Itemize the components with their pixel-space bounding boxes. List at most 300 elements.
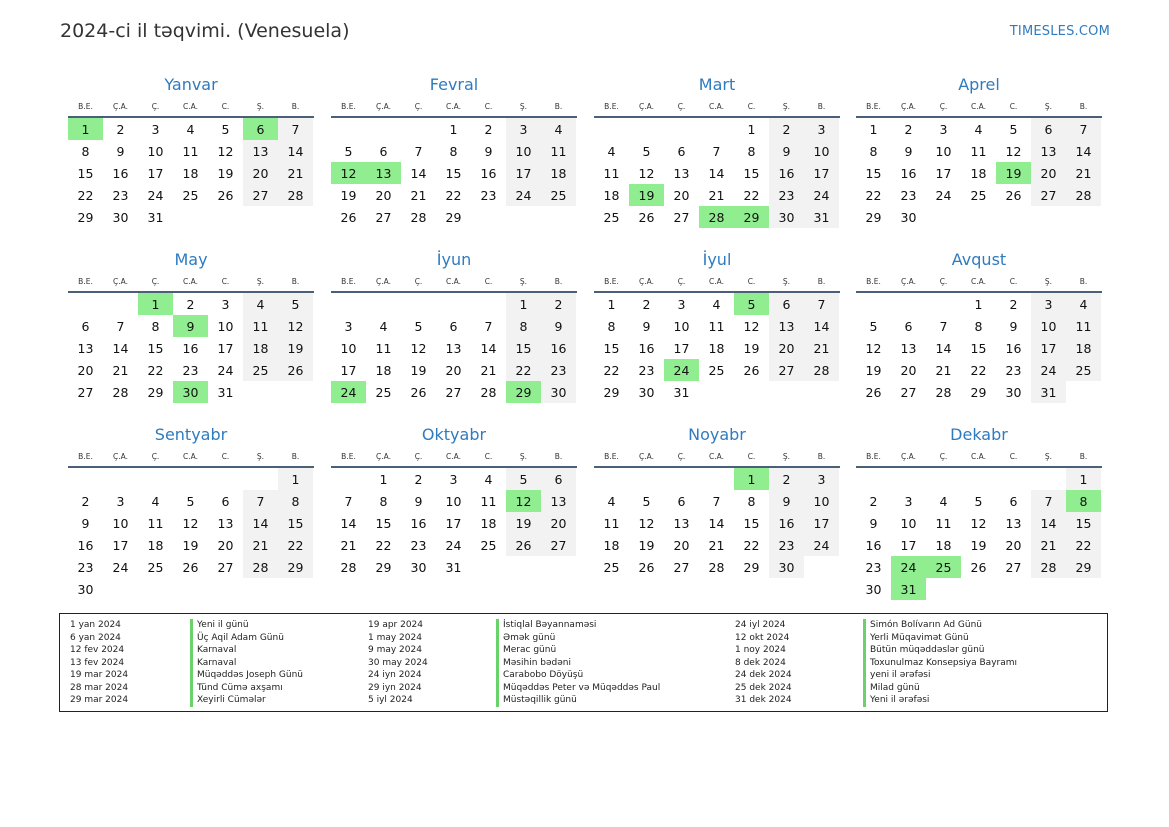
day-cell: 21	[243, 534, 278, 556]
day-cell: 3	[506, 118, 541, 140]
day-cell: 13	[77, 340, 94, 356]
day-cell: 6	[677, 493, 686, 509]
day-grid	[331, 293, 577, 403]
weekday-label: Ç.A.	[638, 277, 654, 286]
weekday-header	[594, 99, 840, 118]
weekday-label: C.A.	[182, 452, 198, 461]
day-cell: 26	[743, 362, 760, 378]
day-cell: 15	[743, 515, 760, 531]
holiday-day-cell: 12	[331, 162, 366, 184]
legend-date: 8 dek 2024	[735, 657, 786, 668]
month-title: Avqust	[951, 250, 1007, 269]
weekday-label: Ç.A.	[112, 102, 128, 111]
weekday-label: C.A.	[708, 277, 724, 286]
day-cell: 5	[869, 318, 878, 334]
day-cell: 1	[506, 293, 541, 315]
weekday-label: Ş.	[782, 277, 791, 286]
day-cell: 14	[480, 340, 497, 356]
day-cell: 16	[1005, 340, 1022, 356]
day-cell: 14	[112, 340, 129, 356]
day-cell: 11	[480, 493, 497, 509]
day-cell: 23	[1005, 362, 1022, 378]
day-cell: 20	[1005, 537, 1022, 553]
day-cell: 24	[1031, 359, 1066, 381]
day-cell: 17	[340, 362, 357, 378]
day-cell: 25	[375, 384, 392, 400]
weekday-label: C.A.	[970, 277, 986, 286]
day-cell: 7	[484, 318, 493, 334]
day-cell: 19	[410, 362, 427, 378]
day-cell: 30	[112, 209, 129, 225]
day-cell: 24	[506, 184, 541, 206]
day-cell: 11	[147, 515, 164, 531]
day-cell: 21	[480, 362, 497, 378]
day-cell: 19	[217, 165, 234, 181]
weekday-label: Ç.	[939, 102, 948, 111]
holiday-day-cell: 29	[734, 206, 769, 228]
weekday-label: C.	[1009, 102, 1018, 111]
day-cell: 25	[603, 209, 620, 225]
empty-cell	[961, 468, 996, 490]
day-cell: 17	[112, 537, 129, 553]
weekday-label: C.A.	[708, 452, 724, 461]
day-cell: 18	[541, 162, 576, 184]
day-cell: 10	[445, 493, 462, 509]
day-cell: 30	[769, 206, 804, 228]
day-cell: 26	[217, 187, 234, 203]
day-cell: 14	[1031, 512, 1066, 534]
weekday-label: Ş.	[256, 102, 265, 111]
weekday-label: B.E.	[341, 277, 356, 286]
weekday-label: C.	[484, 452, 493, 461]
day-cell: 7	[243, 490, 278, 512]
empty-cell	[856, 468, 891, 490]
day-cell: 15	[743, 165, 760, 181]
weekday-header	[594, 449, 840, 468]
legend-holiday-name: Yeni il günü	[197, 620, 249, 630]
day-cell: 8	[747, 493, 756, 509]
day-cell: 24	[445, 537, 462, 553]
day-cell: 17	[1031, 337, 1066, 359]
day-cell: 14	[804, 315, 839, 337]
day-cell: 28	[1066, 184, 1101, 206]
day-cell: 12	[217, 143, 234, 159]
day-cell: 9	[414, 493, 423, 509]
day-cell: 3	[677, 296, 686, 312]
weekday-label: B.E.	[341, 452, 356, 461]
month-block	[594, 74, 840, 228]
day-cell: 9	[642, 318, 651, 334]
day-cell: 23	[769, 534, 804, 556]
day-cell: 23	[865, 559, 882, 575]
legend-holiday-name: Yeni il ərəfəsi	[870, 695, 930, 705]
day-cell: 18	[603, 537, 620, 553]
day-cell: 27	[769, 359, 804, 381]
month-block	[68, 424, 314, 600]
weekday-label: Ç.	[939, 452, 948, 461]
day-cell: 11	[541, 140, 576, 162]
day-cell: 17	[900, 537, 917, 553]
day-cell: 7	[1031, 490, 1066, 512]
month-title: Aprel	[958, 75, 1000, 94]
day-cell: 2	[414, 471, 423, 487]
day-cell: 4	[607, 143, 616, 159]
day-cell: 27	[375, 209, 392, 225]
day-cell: 22	[970, 362, 987, 378]
day-cell: 11	[603, 515, 620, 531]
day-cell: 2	[484, 121, 493, 137]
weekday-label: Ç.	[151, 452, 160, 461]
day-cell: 28	[278, 184, 313, 206]
legend-holiday-name: Müqəddəs Joseph Günü	[197, 670, 303, 680]
day-cell: 13	[769, 315, 804, 337]
day-cell: 4	[186, 121, 195, 137]
day-cell: 16	[638, 340, 655, 356]
weekday-label: B.E.	[866, 452, 881, 461]
weekday-header	[856, 449, 1102, 468]
holiday-day-cell: 12	[506, 490, 541, 512]
day-cell: 12	[865, 340, 882, 356]
empty-cell	[68, 468, 103, 490]
day-cell: 31	[673, 384, 690, 400]
day-cell: 12	[182, 515, 199, 531]
day-cell: 2	[81, 493, 90, 509]
day-cell: 19	[638, 537, 655, 553]
day-cell: 15	[506, 337, 541, 359]
legend-date: 9 may 2024	[368, 645, 422, 655]
day-cell: 1	[449, 121, 458, 137]
day-cell: 20	[77, 362, 94, 378]
day-cell: 28	[935, 384, 952, 400]
weekday-label: Ç.	[414, 102, 423, 111]
day-cell: 9	[116, 143, 125, 159]
day-cell: 19	[182, 537, 199, 553]
weekday-label: B.E.	[866, 277, 881, 286]
weekday-label: Ç.	[677, 277, 686, 286]
empty-cell	[699, 118, 734, 140]
weekday-header	[68, 99, 314, 118]
empty-cell	[699, 468, 734, 490]
holiday-day-cell: 29	[506, 381, 541, 403]
day-cell: 4	[379, 318, 388, 334]
day-grid	[594, 468, 840, 578]
day-cell: 6	[1009, 493, 1018, 509]
day-cell: 8	[151, 318, 160, 334]
legend-holiday-name: Üç Aqil Adam Günü	[197, 632, 284, 643]
empty-cell	[401, 118, 436, 140]
weekday-header	[331, 99, 577, 118]
day-cell: 11	[243, 315, 278, 337]
holiday-day-cell: 13	[366, 162, 401, 184]
day-cell: 18	[243, 337, 278, 359]
day-cell: 17	[506, 162, 541, 184]
empty-cell	[664, 118, 699, 140]
day-cell: 30	[865, 581, 882, 597]
weekday-label: B.	[554, 452, 563, 461]
legend-date: 13 fev 2024	[70, 657, 125, 668]
day-cell: 20	[445, 362, 462, 378]
weekday-header	[594, 274, 840, 293]
weekday-label: B.	[1079, 102, 1088, 111]
legend-holiday-name: Karnaval	[197, 657, 237, 668]
day-cell: 18	[147, 537, 164, 553]
empty-cell	[594, 468, 629, 490]
legend-date: 12 fev 2024	[70, 645, 125, 655]
day-cell: 4	[712, 296, 721, 312]
legend-date: 24 iyn 2024	[368, 670, 422, 680]
day-cell: 3	[151, 121, 160, 137]
day-cell: 13	[1005, 515, 1022, 531]
empty-cell	[243, 468, 278, 490]
legend-date: 29 iyn 2024	[368, 682, 422, 693]
weekday-label: B.	[1079, 452, 1088, 461]
day-cell: 19	[970, 537, 987, 553]
weekday-label: B.	[554, 102, 563, 111]
day-cell: 6	[677, 143, 686, 159]
day-cell: 16	[769, 162, 804, 184]
day-cell: 27	[900, 384, 917, 400]
day-grid	[594, 118, 840, 228]
day-cell: 29	[603, 384, 620, 400]
day-cell: 23	[480, 187, 497, 203]
day-cell: 18	[603, 187, 620, 203]
day-cell: 13	[1031, 140, 1066, 162]
weekday-header	[68, 274, 314, 293]
day-cell: 20	[243, 162, 278, 184]
day-cell: 5	[221, 121, 230, 137]
day-cell: 25	[603, 559, 620, 575]
empty-cell	[401, 293, 436, 315]
holiday-day-cell: 24	[664, 359, 699, 381]
weekday-label: Ç.	[939, 277, 948, 286]
day-cell: 7	[712, 493, 721, 509]
weekday-label: C.A.	[182, 277, 198, 286]
day-cell: 4	[541, 118, 576, 140]
day-cell: 4	[151, 493, 160, 509]
day-cell: 21	[278, 162, 313, 184]
day-cell: 26	[182, 559, 199, 575]
day-cell: 29	[77, 209, 94, 225]
month-block	[594, 249, 840, 403]
empty-cell	[331, 468, 366, 490]
empty-cell	[891, 468, 926, 490]
day-cell: 14	[708, 515, 725, 531]
day-cell: 14	[278, 140, 313, 162]
holiday-day-cell: 28	[699, 206, 734, 228]
day-cell: 28	[112, 384, 129, 400]
weekday-label: B.	[554, 277, 563, 286]
month-block	[331, 74, 577, 228]
day-cell: 23	[112, 187, 129, 203]
holiday-day-cell: 6	[243, 118, 278, 140]
weekday-label: Ş.	[256, 277, 265, 286]
holiday-day-cell: 9	[173, 315, 208, 337]
day-cell: 18	[708, 340, 725, 356]
day-cell: 1	[278, 468, 313, 490]
day-cell: 9	[81, 515, 90, 531]
month-block	[331, 424, 577, 578]
holiday-day-cell: 19	[996, 162, 1031, 184]
day-grid	[68, 118, 314, 228]
weekday-label: Ç.A.	[638, 102, 654, 111]
empty-cell	[103, 468, 138, 490]
day-cell: 23	[410, 537, 427, 553]
weekday-label: Ç.A.	[375, 452, 391, 461]
month-title: May	[174, 250, 208, 269]
day-cell: 31	[147, 209, 164, 225]
weekday-label: Ç.A.	[375, 102, 391, 111]
day-cell: 18	[935, 537, 952, 553]
weekday-label: B.	[817, 277, 826, 286]
day-cell: 17	[804, 512, 839, 534]
day-grid	[331, 118, 577, 228]
day-cell: 22	[375, 537, 392, 553]
day-cell: 23	[77, 559, 94, 575]
day-cell: 21	[1031, 534, 1066, 556]
day-cell: 28	[708, 559, 725, 575]
month-title: Oktyabr	[421, 425, 487, 444]
day-cell: 17	[935, 165, 952, 181]
day-cell: 12	[1005, 143, 1022, 159]
day-cell: 8	[607, 318, 616, 334]
day-cell: 17	[804, 162, 839, 184]
day-cell: 20	[673, 187, 690, 203]
empty-cell	[208, 468, 243, 490]
weekday-header	[68, 449, 314, 468]
empty-cell	[856, 293, 891, 315]
day-cell: 24	[112, 559, 129, 575]
holiday-day-cell: 8	[1066, 490, 1101, 512]
weekday-label: Ç.	[677, 102, 686, 111]
day-cell: 10	[506, 140, 541, 162]
day-cell: 6	[769, 293, 804, 315]
brand-link[interactable]: TIMESLES.COM	[1009, 24, 1110, 39]
day-cell: 15	[970, 340, 987, 356]
day-cell: 12	[410, 340, 427, 356]
day-cell: 7	[116, 318, 125, 334]
day-cell: 18	[375, 362, 392, 378]
day-cell: 5	[278, 293, 313, 315]
day-cell: 11	[182, 143, 199, 159]
day-cell: 16	[77, 537, 94, 553]
day-cell: 2	[116, 121, 125, 137]
empty-cell	[471, 293, 506, 315]
day-cell: 4	[484, 471, 493, 487]
weekday-label: Ş.	[519, 452, 528, 461]
day-cell: 9	[484, 143, 493, 159]
weekday-label: C.	[484, 102, 493, 111]
weekday-label: C.	[484, 277, 493, 286]
day-grid	[68, 468, 314, 600]
day-cell: 29	[375, 559, 392, 575]
holiday-day-cell: 1	[734, 468, 769, 490]
legend-holiday-name: İstiqlal Bəyannaməsi	[503, 620, 597, 630]
day-cell: 16	[865, 537, 882, 553]
weekday-label: Ş.	[519, 102, 528, 111]
month-block	[856, 74, 1102, 228]
empty-cell	[926, 293, 961, 315]
weekday-header	[331, 449, 577, 468]
weekday-label: B.E.	[78, 452, 93, 461]
day-cell: 10	[804, 490, 839, 512]
day-cell: 4	[243, 293, 278, 315]
day-cell: 25	[708, 362, 725, 378]
day-cell: 26	[1005, 187, 1022, 203]
day-cell: 3	[904, 493, 913, 509]
weekday-label: C.	[747, 102, 756, 111]
day-cell: 19	[506, 512, 541, 534]
day-cell: 3	[221, 296, 230, 312]
day-cell: 30	[769, 556, 804, 578]
day-cell: 21	[410, 187, 427, 203]
month-title: Sentyabr	[154, 425, 228, 444]
legend-dates-col-2	[368, 619, 428, 707]
day-cell: 9	[541, 315, 576, 337]
day-cell: 29	[1066, 556, 1101, 578]
day-cell: 16	[410, 515, 427, 531]
day-cell: 10	[673, 318, 690, 334]
holiday-day-cell: 25	[926, 556, 961, 578]
day-cell: 27	[673, 209, 690, 225]
day-cell: 9	[904, 143, 913, 159]
day-cell: 18	[480, 515, 497, 531]
day-cell: 8	[747, 143, 756, 159]
day-cell: 15	[865, 165, 882, 181]
weekday-label: B.	[291, 277, 300, 286]
day-cell: 21	[708, 187, 725, 203]
day-cell: 17	[673, 340, 690, 356]
weekday-label: Ş.	[782, 452, 791, 461]
weekday-label: Ç.A.	[900, 277, 916, 286]
month-title: İyun	[436, 250, 472, 269]
weekday-label: C.A.	[708, 102, 724, 111]
day-cell: 30	[410, 559, 427, 575]
day-cell: 19	[278, 337, 313, 359]
legend-holiday-name: Məsihin bədəni	[503, 657, 571, 668]
day-cell: 17	[147, 165, 164, 181]
weekday-header	[856, 274, 1102, 293]
day-cell: 27	[1005, 559, 1022, 575]
day-cell: 1	[869, 121, 878, 137]
day-cell: 24	[804, 184, 839, 206]
day-cell: 3	[939, 121, 948, 137]
weekday-label: Ç.A.	[638, 452, 654, 461]
weekday-label: C.	[221, 277, 230, 286]
day-cell: 19	[865, 362, 882, 378]
day-cell: 23	[541, 359, 576, 381]
weekday-label: C.	[1009, 277, 1018, 286]
day-cell: 26	[278, 359, 313, 381]
day-cell: 21	[804, 337, 839, 359]
day-cell: 7	[712, 143, 721, 159]
day-cell: 26	[506, 534, 541, 556]
legend-names-col-3	[863, 619, 1017, 707]
day-cell: 7	[804, 293, 839, 315]
day-cell: 1	[379, 471, 388, 487]
day-cell: 17	[217, 340, 234, 356]
weekday-label: Ş.	[519, 277, 528, 286]
day-cell: 30	[638, 384, 655, 400]
weekday-label: C.	[1009, 452, 1018, 461]
day-cell: 21	[112, 362, 129, 378]
day-cell: 1	[607, 296, 616, 312]
legend-date: 19 apr 2024	[368, 620, 424, 630]
empty-cell	[629, 468, 664, 490]
day-cell: 6	[81, 318, 90, 334]
weekday-label: Ç.	[677, 452, 686, 461]
day-cell: 27	[541, 534, 576, 556]
month-block	[594, 424, 840, 578]
